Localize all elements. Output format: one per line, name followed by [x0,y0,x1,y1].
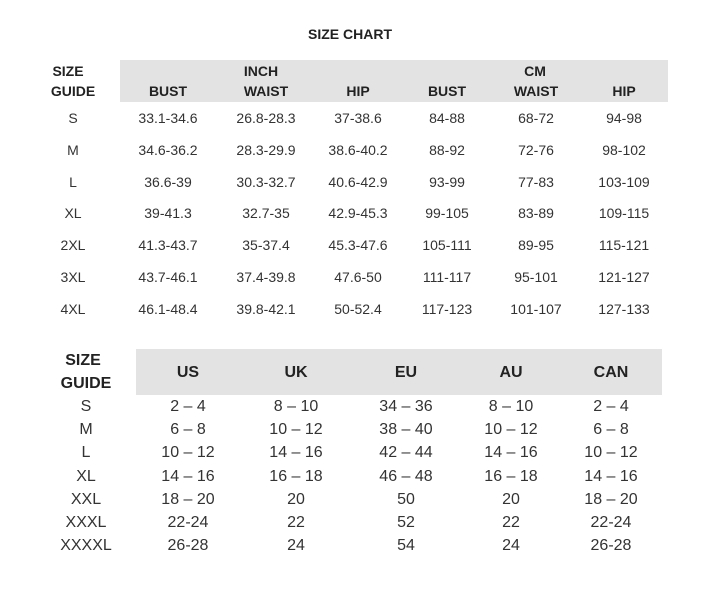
column-header-can: CAN [593,364,629,381]
table-cell: 121-127 [598,269,650,285]
table-cell: 42.9-45.3 [328,205,388,221]
size-guide-label-line1: SIZE [52,63,84,79]
table-cell: 39-41.3 [144,205,192,221]
table-cell: 95-101 [514,269,558,285]
table-cell: 83-89 [518,205,554,221]
column-header-hip-inch: HIP [346,83,370,99]
table-cell: 24 [502,537,520,554]
table-cell: 2 – 4 [593,398,629,415]
table-cell: 14 – 16 [584,468,638,485]
size-label: 2XL [60,237,86,253]
table-cell: 18 – 20 [161,491,215,508]
column-header-us: US [176,364,200,381]
table-cell: 109-115 [598,205,650,221]
table-cell: 94-98 [606,110,642,126]
table-cell: 36.6-39 [144,174,192,190]
table-cell: 10 – 12 [584,444,638,461]
table-cell: 6 – 8 [170,421,206,438]
table-cell: 22-24 [590,514,632,531]
table-cell: 111-117 [422,269,472,285]
table-cell: 34.6-36.2 [138,142,198,158]
table-cell: 46 – 48 [379,468,433,485]
table-cell: 20 [287,491,305,508]
table-cell: 28.3-29.9 [236,142,296,158]
table-cell: 8 – 10 [273,398,319,415]
table-cell: 101-107 [510,301,562,317]
table-cell: 93-99 [429,174,465,190]
table-cell: 10 – 12 [161,444,215,461]
size-guide-label-line2: GUIDE [50,83,96,99]
size-label: L [81,444,91,461]
group-header-inch: INCH [243,63,279,79]
table-cell: 115-121 [598,237,650,253]
table-cell: 72-76 [518,142,554,158]
table-cell: 6 – 8 [593,421,629,438]
table-cell: 22 [287,514,305,531]
page-title: SIZE CHART [308,26,392,42]
size-label: S [68,110,78,126]
table-cell: 16 – 18 [484,468,538,485]
table-cell: 68-72 [518,110,554,126]
table-cell: 42 – 44 [379,444,433,461]
table-cell: 37-38.6 [334,110,382,126]
size-label: XXXL [65,514,107,531]
table-cell: 32.7-35 [242,205,290,221]
table-cell: 105-111 [422,237,472,253]
table-cell: 37.4-39.8 [236,269,296,285]
size-label: 4XL [60,301,86,317]
table-cell: 33.1-34.6 [138,110,198,126]
table-cell: 8 – 10 [488,398,534,415]
table-cell: 50-52.4 [334,301,382,317]
table-cell: 50 [397,491,415,508]
table-cell: 127-133 [598,301,650,317]
size-label: XXXXL [60,537,112,554]
table-cell: 98-102 [602,142,646,158]
table-cell: 103-109 [598,174,650,190]
table-cell: 77-83 [518,174,554,190]
table-cell: 22-24 [167,514,209,531]
size-label: XXL [70,491,102,508]
column-header-waist-cm: WAIST [513,83,559,99]
table-cell: 26-28 [590,537,632,554]
size-label: M [67,142,79,158]
size-label: 3XL [60,269,86,285]
column-header-hip-cm: HIP [612,83,636,99]
table-cell: 39.8-42.1 [236,301,296,317]
size-label: XL [76,468,96,485]
size-label: S [80,398,92,415]
table-cell: 41.3-43.7 [138,237,198,253]
table-cell: 89-95 [518,237,554,253]
table-cell: 52 [397,514,415,531]
table-cell: 30.3-32.7 [236,174,296,190]
size-label: M [79,421,93,438]
table-cell: 38 – 40 [379,421,433,438]
table-cell: 54 [397,537,415,554]
table-cell: 46.1-48.4 [138,301,198,317]
table-cell: 14 – 16 [484,444,538,461]
table-cell: 16 – 18 [269,468,323,485]
column-header-waist-inch: WAIST [243,83,289,99]
table-cell: 47.6-50 [334,269,382,285]
table-cell: 43.7-46.1 [138,269,198,285]
table-cell: 88-92 [429,142,465,158]
table-cell: 117-123 [421,301,473,317]
table-cell: 10 – 12 [269,421,323,438]
table-cell: 99-105 [425,205,469,221]
table-cell: 38.6-40.2 [328,142,388,158]
table-cell: 2 – 4 [170,398,206,415]
table-cell: 14 – 16 [269,444,323,461]
column-header-au: AU [499,364,523,381]
size-guide-label-line1: SIZE [65,352,101,369]
column-header-bust-inch: BUST [148,83,188,99]
table-cell: 22 [502,514,520,531]
table-cell: 34 – 36 [379,398,433,415]
column-header-eu: EU [394,364,418,381]
size-label: L [69,174,77,190]
column-header-bust-cm: BUST [427,83,467,99]
table-cell: 24 [287,537,305,554]
table-cell: 18 – 20 [584,491,638,508]
table-cell: 20 [502,491,520,508]
table-cell: 84-88 [429,110,465,126]
table-cell: 14 – 16 [161,468,215,485]
table-cell: 26.8-28.3 [236,110,296,126]
table-cell: 10 – 12 [484,421,538,438]
size-guide-label-line2: GUIDE [60,375,112,392]
group-header-cm: CM [524,63,546,79]
table-cell: 35-37.4 [242,237,290,253]
column-header-uk: UK [284,364,308,381]
table-cell: 40.6-42.9 [328,174,388,190]
size-label: XL [64,205,82,221]
table-cell: 26-28 [167,537,209,554]
table-cell: 45.3-47.6 [328,237,388,253]
